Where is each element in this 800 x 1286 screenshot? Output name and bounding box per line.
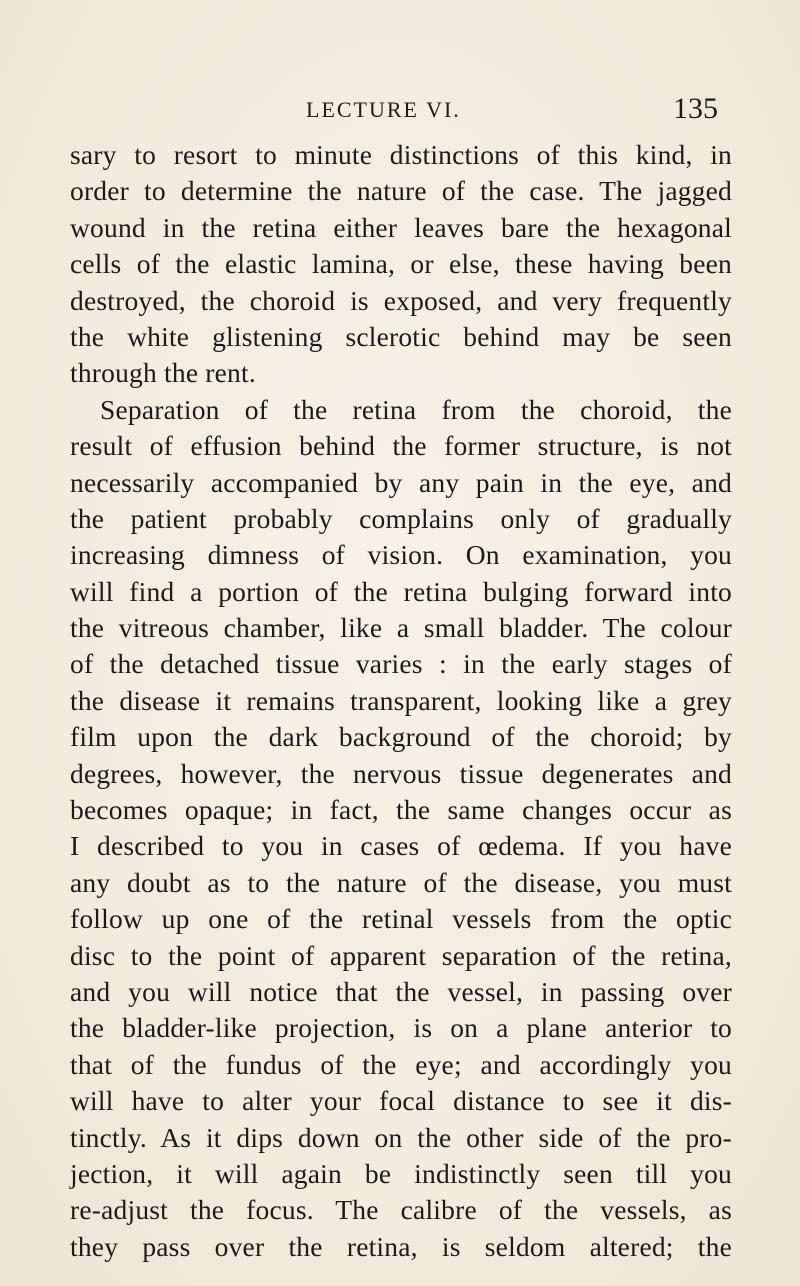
text-line: increasing dimness of vision. On examination, you <box>70 539 732 571</box>
text-line: the white glistening sclerotic behind may be seen <box>70 320 732 352</box>
text-line: becomes opaque; in fact, the same changes occur as <box>70 794 732 826</box>
text-line: will find a portion of the retina bulging forward into <box>70 575 732 607</box>
text-line: result of effusion behind the former structure, is not <box>70 430 732 462</box>
text-line: Separation of the retina from the choroid, the <box>100 393 732 425</box>
text-line: jection, it will again be indistinctly seen till you <box>70 1157 732 1189</box>
text-line: re-adjust the focus. The calibre of the vessels, as <box>70 1194 732 1226</box>
text-line: disc to the point of apparent separation of the retina, <box>70 939 732 971</box>
text-line: of the detached tissue varies : in the early stages of <box>70 648 732 680</box>
text-line: I described to you in cases of œdema. If you have <box>70 830 732 862</box>
text-line: follow up one of the retinal vessels from the optic <box>70 903 732 935</box>
text-line: the bladder-like projection, is on a plane anterior to <box>70 1012 732 1044</box>
text-line: through the rent. <box>70 357 256 389</box>
text-line: and you will notice that the vessel, in passing over <box>70 975 732 1007</box>
body-text <box>70 137 732 1265</box>
text-line: sary to resort to minute distinctions of this kind, in <box>70 139 732 170</box>
text-line: the disease it remains transparent, looking like a grey <box>70 684 732 716</box>
text-line: they pass over the retina, is seldom altered; the <box>70 1230 732 1262</box>
text-line: wound in the retina either leaves bare the hexagonal <box>70 211 732 243</box>
page-number: 135 <box>673 92 718 125</box>
text-line: the patient probably complains only of gradually <box>70 502 732 534</box>
text-line: destroyed, the choroid is exposed, and very frequently <box>70 284 732 316</box>
text-line: degrees, however, the nervous tissue degenerates and <box>70 757 732 789</box>
text-line: film upon the dark background of the choroid; by <box>70 721 732 753</box>
text-line: order to determine the nature of the case. The jagged <box>70 175 732 207</box>
text-line: the vitreous chamber, like a small bladder. The colour <box>70 612 732 644</box>
text-line: necessarily accompanied by any pain in the eye, and <box>70 466 732 498</box>
text-line: that of the fundus of the eye; and accordingly you <box>70 1048 732 1080</box>
text-line: will have to alter your focal distance to see it dis- <box>70 1085 732 1117</box>
running-title: LECTURE VI. <box>306 97 461 122</box>
text-line: tinctly. As it dips down on the other side of the pro- <box>70 1121 732 1153</box>
text-line: any doubt as to the nature of the disease, you must <box>70 866 732 898</box>
text-line: cells of the elastic lamina, or else, these having been <box>70 248 732 280</box>
